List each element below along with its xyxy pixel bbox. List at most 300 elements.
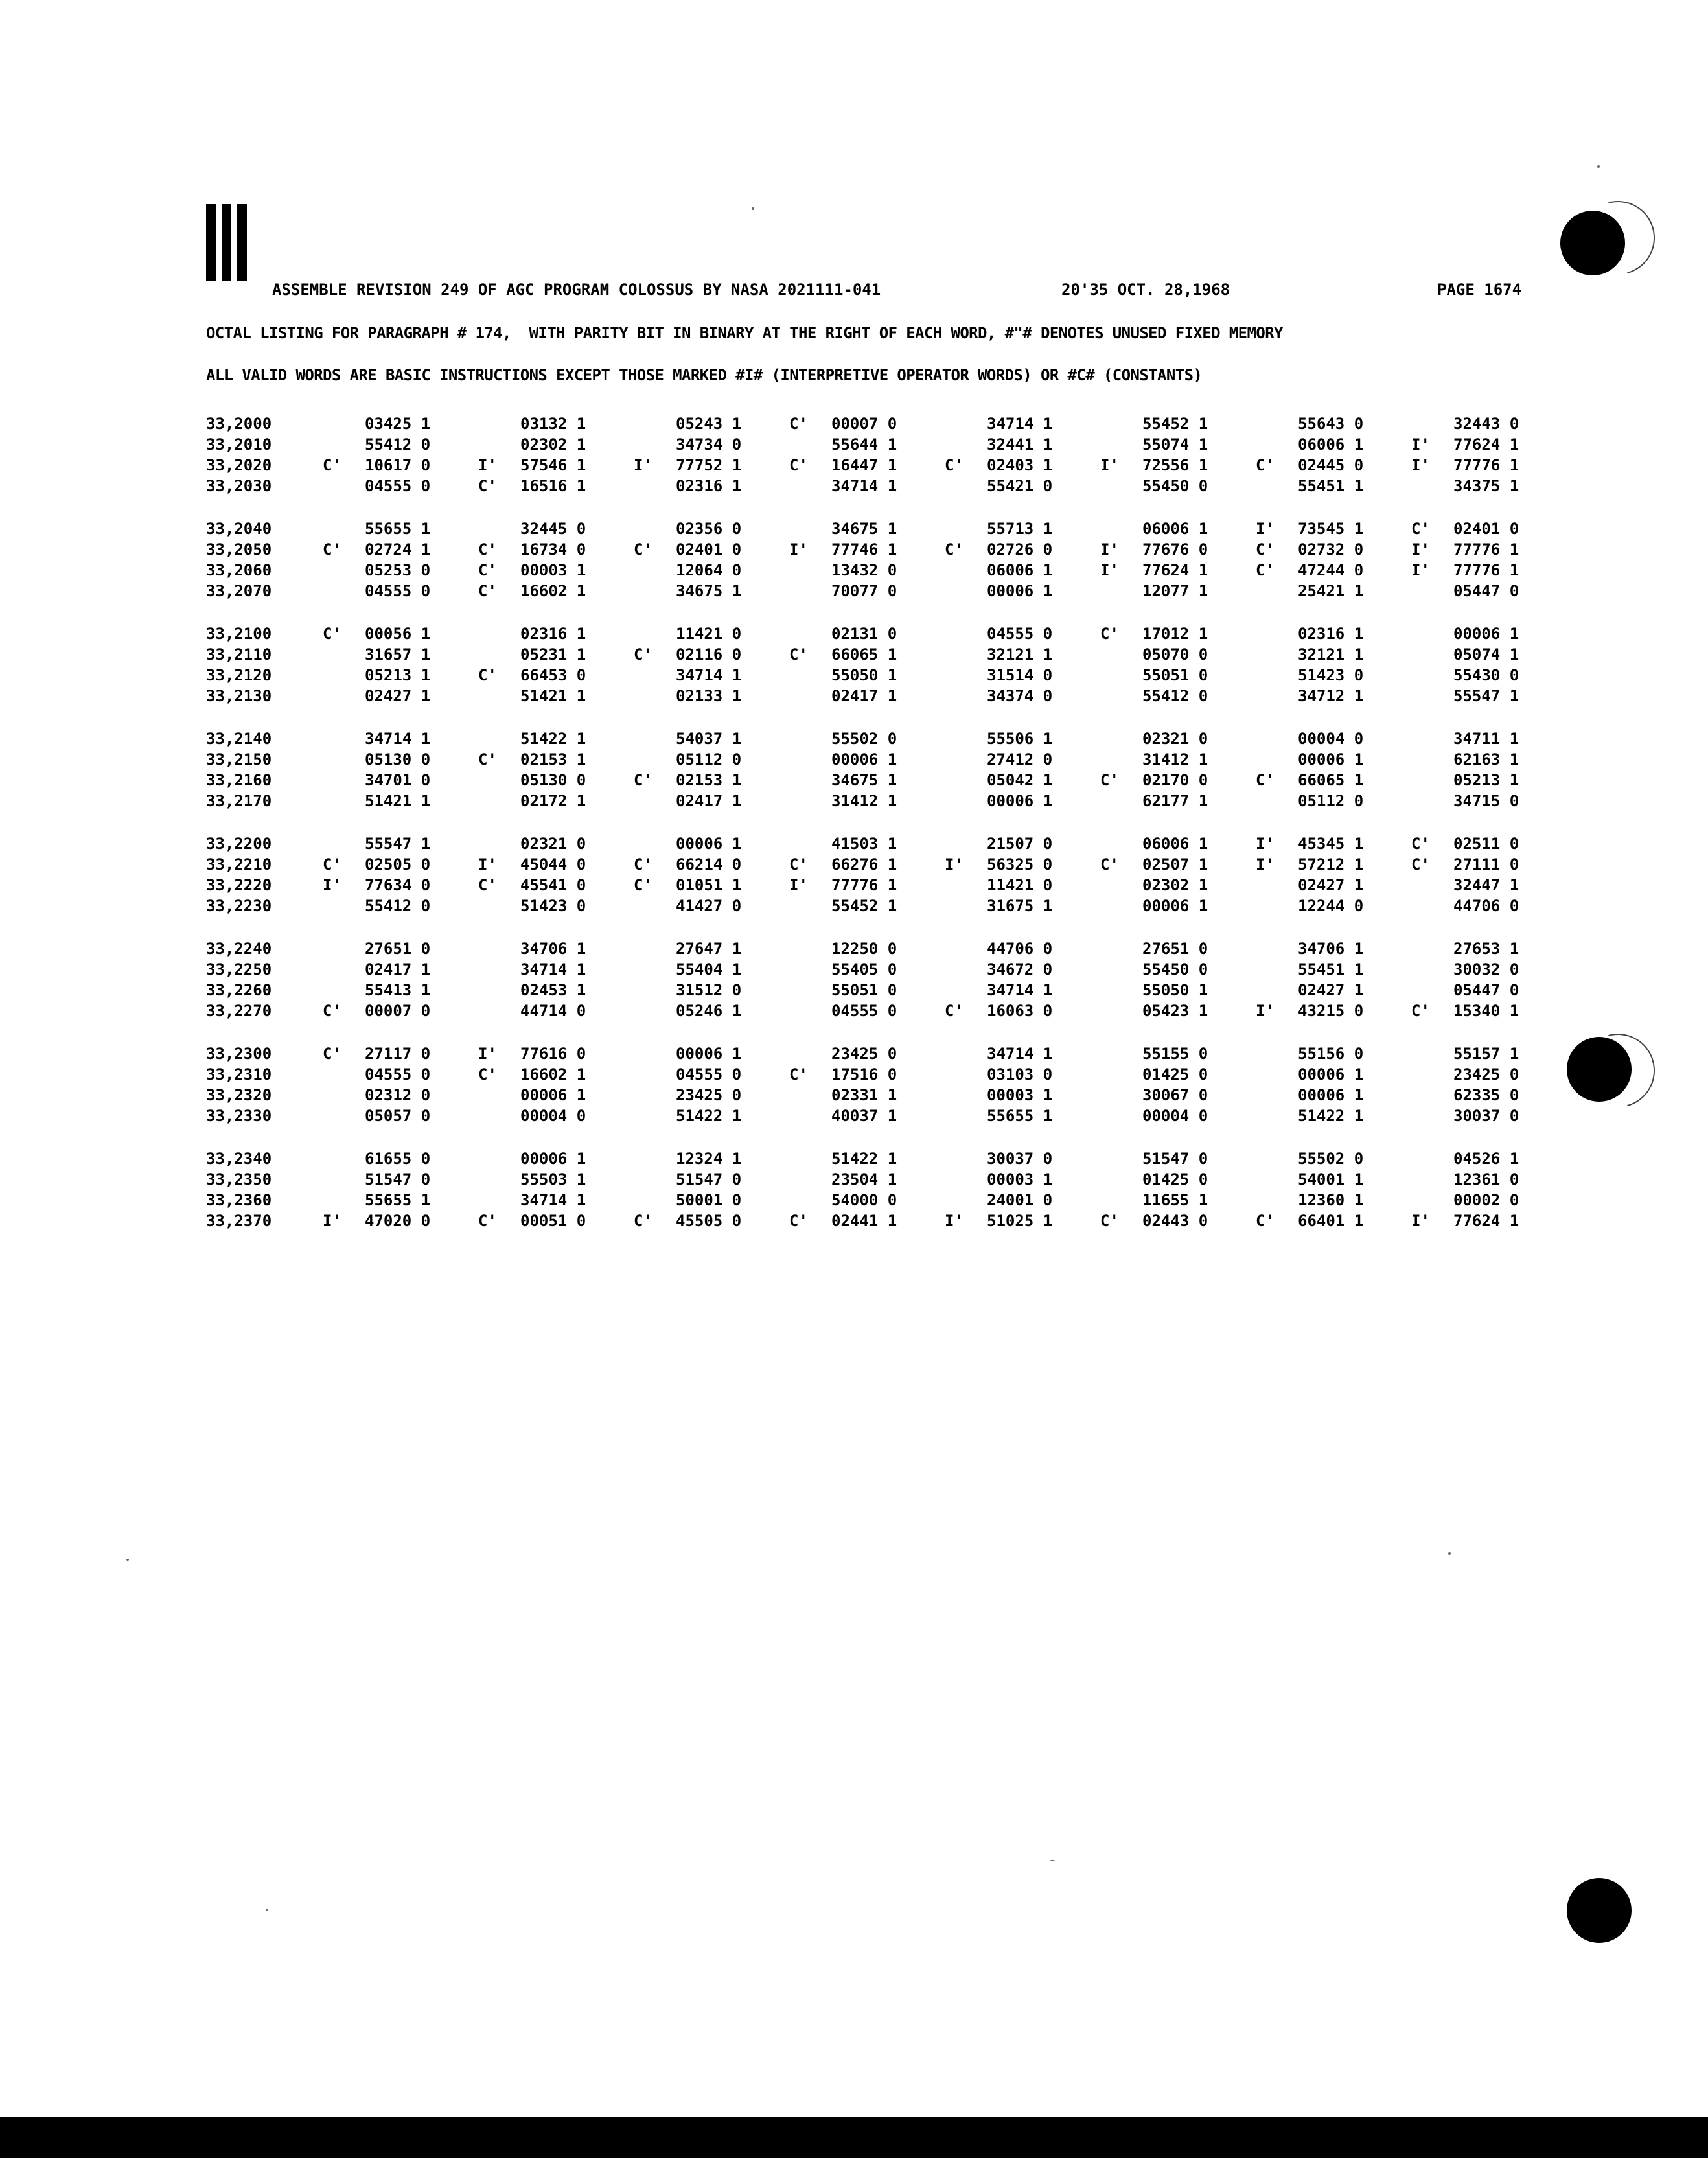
word-type-marker: I' bbox=[1411, 456, 1430, 474]
word-value: 21507 0 bbox=[987, 835, 1053, 853]
word-value: 77676 0 bbox=[1142, 540, 1208, 559]
word-value: 34714 1 bbox=[987, 415, 1053, 433]
word-type-marker: C' bbox=[323, 855, 341, 874]
word-value: 44706 0 bbox=[1453, 897, 1519, 915]
word-value: 04555 0 bbox=[831, 1002, 897, 1020]
word-value: 55157 1 bbox=[1453, 1045, 1519, 1063]
word-value: 34712 1 bbox=[1298, 687, 1364, 705]
word-value: 02427 1 bbox=[365, 687, 431, 705]
memory-address: 33,2260 bbox=[206, 981, 272, 999]
word-value: 55503 1 bbox=[520, 1170, 586, 1189]
word-value: 02417 1 bbox=[365, 960, 431, 979]
word-value: 55412 0 bbox=[365, 897, 431, 915]
word-value: 05112 0 bbox=[1298, 792, 1364, 810]
word-value: 40037 1 bbox=[831, 1107, 897, 1125]
word-value: 34706 1 bbox=[520, 940, 586, 958]
word-value: 00007 0 bbox=[831, 415, 897, 433]
word-value: 25421 1 bbox=[1298, 582, 1364, 600]
word-type-marker: I' bbox=[478, 855, 497, 874]
word-value: 55502 0 bbox=[1298, 1150, 1364, 1168]
word-value: 66401 1 bbox=[1298, 1212, 1364, 1230]
word-value: 04555 0 bbox=[676, 1065, 742, 1084]
word-type-marker: I' bbox=[1411, 540, 1430, 559]
word-value: 34375 1 bbox=[1453, 477, 1519, 495]
word-value: 32121 1 bbox=[987, 645, 1053, 664]
word-type-marker: I' bbox=[1256, 835, 1275, 853]
word-value: 32447 1 bbox=[1453, 876, 1519, 894]
word-value: 27651 0 bbox=[365, 940, 431, 958]
memory-address: 33,2220 bbox=[206, 876, 272, 894]
word-value: 32441 1 bbox=[987, 435, 1053, 454]
memory-address: 33,2130 bbox=[206, 687, 272, 705]
word-type-marker: C' bbox=[478, 477, 497, 495]
memory-address: 33,2330 bbox=[206, 1107, 272, 1125]
word-value: 24001 0 bbox=[987, 1191, 1053, 1209]
word-value: 77752 1 bbox=[676, 456, 742, 474]
word-value: 34711 1 bbox=[1453, 730, 1519, 748]
word-value: 05130 0 bbox=[365, 750, 431, 769]
word-value: 54037 1 bbox=[676, 730, 742, 748]
word-value: 32445 0 bbox=[520, 520, 586, 538]
word-value: 55452 1 bbox=[831, 897, 897, 915]
word-value: 55655 1 bbox=[365, 520, 431, 538]
listing-title: ASSEMBLE REVISION 249 OF AGC PROGRAM COLOSSUS BY NASA 2021111-041 bbox=[272, 281, 881, 299]
word-value: 03132 1 bbox=[520, 415, 586, 433]
word-value: 62177 1 bbox=[1142, 792, 1208, 810]
word-type-marker: C' bbox=[1411, 835, 1430, 853]
word-value: 51547 0 bbox=[676, 1170, 742, 1189]
word-value: 55713 1 bbox=[987, 520, 1053, 538]
word-value: 00004 0 bbox=[1142, 1107, 1208, 1125]
word-value: 02511 0 bbox=[1453, 835, 1519, 853]
word-value: 23504 1 bbox=[831, 1170, 897, 1189]
word-value: 12244 0 bbox=[1298, 897, 1364, 915]
word-value: 51422 1 bbox=[1298, 1107, 1364, 1125]
corner-register-mark bbox=[206, 204, 251, 282]
word-value: 02316 1 bbox=[520, 625, 586, 643]
word-value: 02445 0 bbox=[1298, 456, 1364, 474]
word-type-marker: C' bbox=[634, 876, 652, 894]
word-value: 02441 1 bbox=[831, 1212, 897, 1230]
word-type-marker: I' bbox=[789, 876, 808, 894]
word-value: 11655 1 bbox=[1142, 1191, 1208, 1209]
word-value: 02321 0 bbox=[520, 835, 586, 853]
word-value: 34714 1 bbox=[520, 960, 586, 979]
word-value: 55404 1 bbox=[676, 960, 742, 979]
memory-address: 33,2170 bbox=[206, 792, 272, 810]
word-value: 00004 0 bbox=[1298, 730, 1364, 748]
word-value: 05231 1 bbox=[520, 645, 586, 664]
word-value: 17516 0 bbox=[831, 1065, 897, 1084]
word-value: 12324 1 bbox=[676, 1150, 742, 1168]
word-type-marker: I' bbox=[1100, 540, 1119, 559]
word-value: 00006 1 bbox=[831, 750, 897, 769]
word-type-marker: C' bbox=[478, 540, 497, 559]
memory-address: 33,2250 bbox=[206, 960, 272, 979]
word-value: 55412 0 bbox=[365, 435, 431, 454]
word-value: 06006 1 bbox=[1142, 520, 1208, 538]
word-value: 55450 0 bbox=[1142, 477, 1208, 495]
word-value: 02726 0 bbox=[987, 540, 1053, 559]
word-value: 16602 1 bbox=[520, 1065, 586, 1084]
word-type-marker: C' bbox=[1256, 540, 1275, 559]
word-value: 51422 1 bbox=[676, 1107, 742, 1125]
word-value: 02133 1 bbox=[676, 687, 742, 705]
memory-address: 33,2120 bbox=[206, 666, 272, 684]
word-value: 34715 0 bbox=[1453, 792, 1519, 810]
memory-address: 33,2240 bbox=[206, 940, 272, 958]
word-value: 02417 1 bbox=[831, 687, 897, 705]
word-value: 77624 1 bbox=[1453, 1212, 1519, 1230]
word-value: 55451 1 bbox=[1298, 960, 1364, 979]
word-type-marker: I' bbox=[789, 540, 808, 559]
word-value: 05074 1 bbox=[1453, 645, 1519, 664]
word-value: 17012 1 bbox=[1142, 625, 1208, 643]
memory-address: 33,2070 bbox=[206, 582, 272, 600]
word-value: 54001 1 bbox=[1298, 1170, 1364, 1189]
word-value: 02427 1 bbox=[1298, 981, 1364, 999]
scan-speck bbox=[1448, 1552, 1451, 1555]
word-value: 45345 1 bbox=[1298, 835, 1364, 853]
word-value: 05246 1 bbox=[676, 1002, 742, 1020]
word-value: 31412 1 bbox=[1142, 750, 1208, 769]
word-value: 02403 1 bbox=[987, 456, 1053, 474]
word-value: 43215 0 bbox=[1298, 1002, 1364, 1020]
word-type-marker: C' bbox=[789, 855, 808, 874]
word-type-marker: C' bbox=[945, 540, 964, 559]
word-type-marker: I' bbox=[1100, 456, 1119, 474]
word-type-marker: I' bbox=[1411, 561, 1430, 579]
word-value: 44706 0 bbox=[987, 940, 1053, 958]
word-type-marker: I' bbox=[1411, 1212, 1430, 1230]
word-value: 55643 0 bbox=[1298, 415, 1364, 433]
word-value: 02356 0 bbox=[676, 520, 742, 538]
scan-speck bbox=[266, 1909, 268, 1911]
word-value: 00006 1 bbox=[676, 1045, 742, 1063]
word-value: 02507 1 bbox=[1142, 855, 1208, 874]
word-value: 16516 1 bbox=[520, 477, 586, 495]
word-value: 27647 1 bbox=[676, 940, 742, 958]
memory-address: 33,2200 bbox=[206, 835, 272, 853]
word-value: 02302 1 bbox=[520, 435, 586, 454]
scan-speck bbox=[1050, 1860, 1055, 1861]
memory-address: 33,2340 bbox=[206, 1150, 272, 1168]
word-value: 31657 1 bbox=[365, 645, 431, 664]
word-value: 55506 1 bbox=[987, 730, 1053, 748]
word-value: 00006 1 bbox=[676, 835, 742, 853]
word-value: 00006 1 bbox=[1142, 897, 1208, 915]
memory-address: 33,2270 bbox=[206, 1002, 272, 1020]
word-value: 02172 1 bbox=[520, 792, 586, 810]
word-type-marker: I' bbox=[1256, 520, 1275, 538]
word-type-marker: C' bbox=[945, 1002, 964, 1020]
word-value: 31514 0 bbox=[987, 666, 1053, 684]
memory-address: 33,2210 bbox=[206, 855, 272, 874]
word-value: 77616 0 bbox=[520, 1045, 586, 1063]
word-type-marker: I' bbox=[634, 456, 652, 474]
word-value: 62335 0 bbox=[1453, 1086, 1519, 1104]
word-type-marker: C' bbox=[945, 456, 964, 474]
word-type-marker: I' bbox=[1100, 561, 1119, 579]
word-value: 51423 0 bbox=[1298, 666, 1364, 684]
memory-address: 33,2310 bbox=[206, 1065, 272, 1084]
word-value: 41503 1 bbox=[831, 835, 897, 853]
word-value: 77634 0 bbox=[365, 876, 431, 894]
word-value: 32443 0 bbox=[1453, 415, 1519, 433]
word-value: 51421 1 bbox=[520, 687, 586, 705]
listing-legend: ALL VALID WORDS ARE BASIC INSTRUCTIONS EXCEPT THOSE MARKED #I# (INTERPRETIVE OPERATOR WORDS) OR #C# (CONSTANTS) bbox=[206, 366, 1203, 384]
word-value: 55451 1 bbox=[1298, 477, 1364, 495]
word-value: 05253 0 bbox=[365, 561, 431, 579]
word-value: 00006 1 bbox=[1298, 1065, 1364, 1084]
word-type-marker: C' bbox=[323, 540, 341, 559]
word-value: 11421 0 bbox=[676, 625, 742, 643]
word-type-marker: C' bbox=[1100, 771, 1119, 789]
word-type-marker: C' bbox=[1100, 625, 1119, 643]
word-type-marker: C' bbox=[1411, 855, 1430, 874]
word-type-marker: C' bbox=[634, 855, 652, 874]
word-value: 66214 0 bbox=[676, 855, 742, 874]
word-value: 06006 1 bbox=[987, 561, 1053, 579]
word-value: 05213 1 bbox=[1453, 771, 1519, 789]
word-type-marker: C' bbox=[634, 540, 652, 559]
memory-address: 33,2300 bbox=[206, 1045, 272, 1063]
word-value: 47244 0 bbox=[1298, 561, 1364, 579]
word-value: 02131 0 bbox=[831, 625, 897, 643]
word-type-marker: C' bbox=[478, 1065, 497, 1084]
word-value: 34675 1 bbox=[831, 520, 897, 538]
word-value: 04555 0 bbox=[987, 625, 1053, 643]
word-value: 00002 0 bbox=[1453, 1191, 1519, 1209]
word-value: 66453 0 bbox=[520, 666, 586, 684]
word-type-marker: C' bbox=[478, 1212, 497, 1230]
word-value: 16447 1 bbox=[831, 456, 897, 474]
word-value: 02724 1 bbox=[365, 540, 431, 559]
word-value: 05447 0 bbox=[1453, 981, 1519, 999]
word-value: 27653 1 bbox=[1453, 940, 1519, 958]
word-value: 55074 1 bbox=[1142, 435, 1208, 454]
word-value: 34675 1 bbox=[831, 771, 897, 789]
word-value: 01425 0 bbox=[1142, 1170, 1208, 1189]
word-value: 34714 1 bbox=[676, 666, 742, 684]
word-type-marker: C' bbox=[323, 1002, 341, 1020]
word-value: 06006 1 bbox=[1298, 435, 1364, 454]
word-value: 32121 1 bbox=[1298, 645, 1364, 664]
word-value: 00004 0 bbox=[520, 1107, 586, 1125]
word-value: 05070 0 bbox=[1142, 645, 1208, 664]
word-value: 34714 1 bbox=[520, 1191, 586, 1209]
word-value: 51422 1 bbox=[831, 1150, 897, 1168]
word-value: 55050 1 bbox=[831, 666, 897, 684]
word-value: 31412 1 bbox=[831, 792, 897, 810]
word-value: 02417 1 bbox=[676, 792, 742, 810]
word-value: 06006 1 bbox=[1142, 835, 1208, 853]
word-type-marker: I' bbox=[1256, 855, 1275, 874]
word-value: 00051 0 bbox=[520, 1212, 586, 1230]
word-value: 13432 0 bbox=[831, 561, 897, 579]
word-value: 55050 1 bbox=[1142, 981, 1208, 999]
word-value: 51547 0 bbox=[365, 1170, 431, 1189]
word-value: 16063 0 bbox=[987, 1002, 1053, 1020]
word-value: 02427 1 bbox=[1298, 876, 1364, 894]
word-value: 55502 0 bbox=[831, 730, 897, 748]
word-value: 50001 0 bbox=[676, 1191, 742, 1209]
word-type-marker: C' bbox=[1256, 456, 1275, 474]
word-value: 34701 0 bbox=[365, 771, 431, 789]
word-type-marker: C' bbox=[789, 1065, 808, 1084]
word-value: 16602 1 bbox=[520, 582, 586, 600]
word-value: 55452 1 bbox=[1142, 415, 1208, 433]
word-value: 55547 1 bbox=[1453, 687, 1519, 705]
word-value: 02331 1 bbox=[831, 1086, 897, 1104]
word-value: 73545 1 bbox=[1298, 520, 1364, 538]
word-type-marker: I' bbox=[478, 456, 497, 474]
word-value: 51422 1 bbox=[520, 730, 586, 748]
word-value: 00007 0 bbox=[365, 1002, 431, 1020]
word-value: 02443 0 bbox=[1142, 1212, 1208, 1230]
memory-address: 33,2360 bbox=[206, 1191, 272, 1209]
word-value: 04555 0 bbox=[365, 582, 431, 600]
memory-address: 33,2370 bbox=[206, 1212, 272, 1230]
word-value: 34374 0 bbox=[987, 687, 1053, 705]
word-value: 62163 1 bbox=[1453, 750, 1519, 769]
word-value: 34675 1 bbox=[676, 582, 742, 600]
word-value: 70077 0 bbox=[831, 582, 897, 600]
memory-address: 33,2050 bbox=[206, 540, 272, 559]
memory-address: 33,2060 bbox=[206, 561, 272, 579]
word-value: 31675 1 bbox=[987, 897, 1053, 915]
word-value: 00006 1 bbox=[520, 1150, 586, 1168]
word-type-marker: C' bbox=[1100, 855, 1119, 874]
word-value: 51421 1 bbox=[365, 792, 431, 810]
punch-hole-arc bbox=[1567, 1020, 1668, 1121]
word-value: 02312 0 bbox=[365, 1086, 431, 1104]
word-value: 34734 0 bbox=[676, 435, 742, 454]
word-value: 16734 0 bbox=[520, 540, 586, 559]
word-value: 01051 1 bbox=[676, 876, 742, 894]
word-value: 02153 1 bbox=[676, 771, 742, 789]
memory-address: 33,2160 bbox=[206, 771, 272, 789]
word-value: 45044 0 bbox=[520, 855, 586, 874]
memory-address: 33,2140 bbox=[206, 730, 272, 748]
word-type-marker: C' bbox=[789, 645, 808, 664]
word-value: 77746 1 bbox=[831, 540, 897, 559]
word-value: 11421 0 bbox=[987, 876, 1053, 894]
word-value: 00056 1 bbox=[365, 625, 431, 643]
word-value: 00003 1 bbox=[987, 1170, 1053, 1189]
word-value: 12360 1 bbox=[1298, 1191, 1364, 1209]
word-value: 55155 0 bbox=[1142, 1045, 1208, 1063]
word-value: 34714 1 bbox=[365, 730, 431, 748]
word-value: 55450 0 bbox=[1142, 960, 1208, 979]
word-value: 61655 0 bbox=[365, 1150, 431, 1168]
word-value: 34714 1 bbox=[987, 1045, 1053, 1063]
word-value: 05112 0 bbox=[676, 750, 742, 769]
memory-address: 33,2010 bbox=[206, 435, 272, 454]
word-type-marker: I' bbox=[1256, 1002, 1275, 1020]
word-value: 57212 1 bbox=[1298, 855, 1364, 874]
word-value: 05423 1 bbox=[1142, 1002, 1208, 1020]
word-value: 00006 1 bbox=[1453, 625, 1519, 643]
word-value: 55156 0 bbox=[1298, 1045, 1364, 1063]
word-value: 45505 0 bbox=[676, 1212, 742, 1230]
word-value: 00006 1 bbox=[520, 1086, 586, 1104]
word-value: 47020 0 bbox=[365, 1212, 431, 1230]
scan-speck bbox=[752, 207, 754, 210]
word-type-marker: I' bbox=[323, 876, 341, 894]
word-value: 66276 1 bbox=[831, 855, 897, 874]
scan-speck bbox=[126, 1559, 129, 1561]
word-type-marker: C' bbox=[323, 1045, 341, 1063]
word-value: 02153 1 bbox=[520, 750, 586, 769]
word-value: 30037 0 bbox=[987, 1150, 1053, 1168]
word-value: 55547 1 bbox=[365, 835, 431, 853]
word-value: 44714 0 bbox=[520, 1002, 586, 1020]
word-value: 55051 0 bbox=[1142, 666, 1208, 684]
word-value: 55430 0 bbox=[1453, 666, 1519, 684]
word-value: 55655 1 bbox=[365, 1191, 431, 1209]
word-type-marker: C' bbox=[478, 666, 497, 684]
word-value: 55405 0 bbox=[831, 960, 897, 979]
word-value: 02505 0 bbox=[365, 855, 431, 874]
word-value: 66065 1 bbox=[831, 645, 897, 664]
word-value: 05057 0 bbox=[365, 1107, 431, 1125]
word-type-marker: C' bbox=[1100, 1212, 1119, 1230]
word-value: 57546 1 bbox=[520, 456, 586, 474]
word-value: 04555 0 bbox=[365, 477, 431, 495]
word-type-marker: C' bbox=[478, 876, 497, 894]
word-value: 00006 1 bbox=[987, 792, 1053, 810]
word-value: 30037 0 bbox=[1453, 1107, 1519, 1125]
word-value: 23425 0 bbox=[1453, 1065, 1519, 1084]
word-type-marker: C' bbox=[323, 625, 341, 643]
word-value: 00003 1 bbox=[987, 1086, 1053, 1104]
word-value: 12250 0 bbox=[831, 940, 897, 958]
word-type-marker: C' bbox=[634, 771, 652, 789]
scan-speck bbox=[1597, 165, 1600, 168]
word-type-marker: C' bbox=[789, 1212, 808, 1230]
word-value: 23425 0 bbox=[676, 1086, 742, 1104]
word-value: 05042 1 bbox=[987, 771, 1053, 789]
word-value: 45541 0 bbox=[520, 876, 586, 894]
memory-address: 33,2100 bbox=[206, 625, 272, 643]
word-type-marker: C' bbox=[634, 645, 652, 664]
memory-address: 33,2040 bbox=[206, 520, 272, 538]
word-value: 00006 1 bbox=[1298, 1086, 1364, 1104]
word-value: 10617 0 bbox=[365, 456, 431, 474]
word-value: 05130 0 bbox=[520, 771, 586, 789]
word-value: 05447 0 bbox=[1453, 582, 1519, 600]
word-value: 15340 1 bbox=[1453, 1002, 1519, 1020]
word-type-marker: C' bbox=[1256, 771, 1275, 789]
memory-address: 33,2000 bbox=[206, 415, 272, 433]
word-type-marker: C' bbox=[323, 456, 341, 474]
word-value: 72556 1 bbox=[1142, 456, 1208, 474]
memory-address: 33,2110 bbox=[206, 645, 272, 664]
word-value: 51025 1 bbox=[987, 1212, 1053, 1230]
memory-address: 33,2350 bbox=[206, 1170, 272, 1189]
word-value: 34714 1 bbox=[987, 981, 1053, 999]
word-value: 02732 0 bbox=[1298, 540, 1364, 559]
memory-address: 33,2320 bbox=[206, 1086, 272, 1104]
page-number: PAGE 1674 bbox=[1437, 281, 1522, 299]
word-value: 34714 1 bbox=[831, 477, 897, 495]
listing-date: 20'35 OCT. 28,1968 bbox=[1061, 281, 1230, 299]
word-value: 23425 0 bbox=[831, 1045, 897, 1063]
word-type-marker: C' bbox=[1256, 561, 1275, 579]
word-value: 55051 0 bbox=[831, 981, 897, 999]
word-value: 03425 1 bbox=[365, 415, 431, 433]
